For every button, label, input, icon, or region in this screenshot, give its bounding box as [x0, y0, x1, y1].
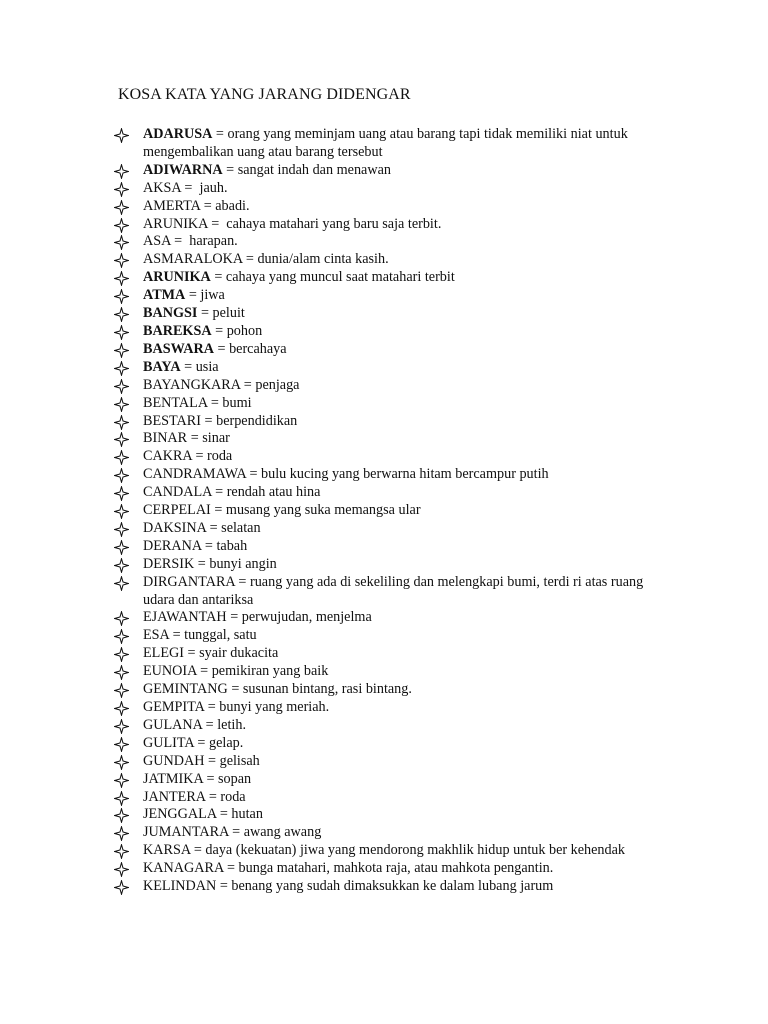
entry-separator: =	[201, 537, 217, 554]
entry-term: DIRGANTARA	[143, 573, 235, 590]
entry-separator: =	[240, 376, 256, 393]
entry-term: EUNOIA	[143, 663, 197, 680]
list-item	[0, 627, 768, 645]
list-item	[0, 771, 768, 789]
four-point-star-bullet-icon	[114, 737, 130, 753]
entry-definition: hutan	[231, 806, 263, 823]
entry-text	[143, 609, 663, 627]
entry-text	[143, 251, 663, 269]
entry-term: CERPELAI	[143, 502, 211, 519]
entry-term: KELINDAN	[143, 878, 217, 895]
entry-term: JATMIKA	[143, 770, 203, 787]
entry-definition: gelap.	[208, 734, 244, 751]
list-item	[0, 556, 768, 574]
four-point-star-bullet-icon	[114, 325, 130, 341]
entry-text	[143, 627, 663, 645]
entry-separator: =	[197, 305, 213, 322]
entry-separator: =	[234, 573, 250, 590]
entry-text	[143, 126, 663, 162]
entry-definition: roda	[207, 448, 233, 465]
entry-separator: =	[190, 842, 206, 859]
entry-term: BESTARI	[143, 412, 201, 429]
list-item	[0, 162, 768, 180]
entry-definition: benang yang sudah dimaksukkan ke dalam lubang jarum	[231, 878, 554, 895]
list-item	[0, 806, 768, 824]
list-item	[0, 216, 768, 234]
entry-term: JUMANTARA	[143, 824, 229, 841]
entry-separator: =	[200, 412, 217, 429]
entry-text	[143, 233, 663, 251]
entry-term: ASMARALOKA	[143, 251, 243, 268]
entry-separator: =	[210, 502, 226, 519]
entry-text	[143, 466, 663, 484]
list-item	[0, 233, 768, 251]
list-item	[0, 180, 768, 198]
entry-term: ELEGI	[143, 645, 184, 662]
entry-separator: =	[206, 519, 222, 536]
entry-definition: rendah atau hina	[226, 484, 321, 501]
entry-definition: awang awang	[243, 824, 322, 841]
list-item	[0, 377, 768, 395]
list-item	[0, 484, 768, 502]
four-point-star-bullet-icon	[114, 253, 130, 269]
entry-term: JENGGALA	[143, 806, 217, 823]
entry-separator: =	[187, 430, 203, 447]
entry-definition: bumi	[222, 394, 252, 411]
entry-separator: =	[211, 484, 227, 501]
entry-term: BAYA	[143, 358, 181, 375]
list-item	[0, 287, 768, 305]
entry-definition: letih.	[217, 716, 246, 733]
four-point-star-bullet-icon	[114, 755, 130, 771]
entry-definition: orang yang meminjam uang atau barang tapi tidak memiliki niat untuk mengembalikan uang atau barang tersebut	[143, 126, 628, 160]
entry-term: AMERTA	[143, 197, 201, 214]
entry-definition: tabah	[216, 537, 248, 554]
entry-definition: cahaya yang muncul saat matahari terbit	[225, 269, 455, 286]
four-point-star-bullet-icon	[114, 432, 130, 448]
four-point-star-bullet-icon	[114, 468, 130, 484]
entry-definition: cahaya matahari yang baru saja terbit.	[226, 215, 442, 232]
entry-term: BINAR	[143, 430, 188, 447]
entry-separator: =	[226, 609, 242, 626]
entry-definition: bunyi angin	[209, 555, 277, 572]
four-point-star-bullet-icon	[114, 235, 130, 251]
entry-definition: bunga matahari, mahkota raja, atau mahkota pengantin.	[238, 860, 554, 877]
list-item	[0, 305, 768, 323]
entry-definition: harapan.	[189, 233, 238, 250]
four-point-star-bullet-icon	[114, 218, 130, 234]
entry-definition: bercahaya	[229, 340, 287, 357]
entry-definition: perwujudan, menjelma	[241, 609, 372, 626]
entry-separator: =	[207, 394, 223, 411]
entry-separator: =	[211, 322, 227, 339]
entry-separator: =	[169, 627, 185, 644]
entry-definition: peluit	[212, 305, 245, 322]
four-point-star-bullet-icon	[114, 397, 130, 413]
entry-term: DERANA	[143, 537, 202, 554]
entry-text	[143, 645, 663, 663]
entry-separator: =	[193, 734, 209, 751]
list-item	[0, 824, 768, 842]
entry-text	[143, 806, 663, 824]
entry-definition: tunggal, satu	[184, 627, 257, 644]
entry-separator: =	[223, 860, 239, 877]
entry-text	[143, 520, 663, 538]
entry-separator: =	[194, 555, 210, 572]
list-item	[0, 681, 768, 699]
entry-definition: berpendidikan	[216, 412, 298, 429]
entry-term: CAKRA	[143, 448, 192, 465]
four-point-star-bullet-icon	[114, 844, 130, 860]
entry-separator: =	[213, 340, 230, 357]
entry-text	[143, 216, 663, 234]
entry-separator: =	[191, 448, 207, 465]
entry-separator: =	[205, 788, 221, 805]
entry-term: ARUNIKA	[143, 215, 208, 232]
entry-term: JANTERA	[143, 788, 206, 805]
entry-term: ARUNIKA	[143, 269, 211, 286]
entry-text	[143, 878, 663, 896]
entry-separator: =	[200, 197, 216, 214]
entry-term: GEMPITA	[143, 699, 205, 715]
list-item	[0, 323, 768, 341]
entry-definition: pohon	[226, 322, 263, 339]
entry-term: GUNDAH	[143, 752, 205, 769]
four-point-star-bullet-icon	[114, 791, 130, 807]
list-item	[0, 502, 768, 520]
list-item	[0, 878, 768, 896]
list-item	[0, 413, 768, 431]
entry-text	[143, 430, 663, 448]
four-point-star-bullet-icon	[114, 200, 130, 216]
entry-term: BENTALA	[143, 394, 208, 411]
list-item	[0, 269, 768, 287]
entry-text	[143, 323, 663, 341]
entry-definition: bunyi yang meriah.	[219, 699, 330, 715]
four-point-star-bullet-icon	[114, 576, 130, 592]
entry-text	[143, 484, 663, 502]
entry-definition: syair dukacita	[199, 645, 279, 662]
entry-term: CANDRAMAWA	[143, 466, 246, 483]
entry-separator: =	[242, 251, 258, 268]
entry-separator: =	[204, 699, 220, 715]
entry-text	[143, 377, 663, 395]
list-item	[0, 251, 768, 269]
entry-term: ADIWARNA	[143, 161, 223, 178]
four-point-star-bullet-icon	[114, 701, 130, 717]
four-point-star-bullet-icon	[114, 611, 130, 627]
entry-term: BASWARA	[143, 340, 214, 357]
entry-text	[143, 771, 663, 789]
entry-term: KARSA	[143, 842, 191, 859]
entry-separator: =	[222, 161, 238, 178]
entry-definition: jauh.	[199, 179, 228, 196]
list-item	[0, 198, 768, 216]
four-point-star-bullet-icon	[114, 182, 130, 198]
entry-separator: =	[216, 878, 232, 895]
entry-separator: =	[245, 466, 262, 483]
entry-definition: musang yang suka memangsa ular	[225, 502, 421, 519]
list-item	[0, 430, 768, 448]
four-point-star-bullet-icon	[114, 862, 130, 878]
entry-term: AKSA	[143, 179, 181, 196]
entry-definition: susunan bintang, rasi bintang.	[242, 681, 412, 698]
entry-definition: dunia/alam cinta kasih.	[257, 251, 389, 268]
entry-text	[143, 180, 663, 198]
entry-separator: =	[202, 770, 219, 787]
list-item	[0, 717, 768, 735]
list-item	[0, 789, 768, 807]
entry-term: GULANA	[143, 716, 203, 733]
list-item	[0, 520, 768, 538]
four-point-star-bullet-icon	[114, 880, 130, 896]
four-point-star-bullet-icon	[114, 558, 130, 574]
entry-definition: jiwa	[200, 287, 225, 304]
entry-text	[143, 359, 663, 377]
entry-definition: sopan	[218, 770, 252, 787]
entry-definition: roda	[220, 788, 246, 805]
entry-term: DERSIK	[143, 555, 195, 572]
entry-term: EJAWANTAH	[143, 609, 227, 626]
entry-term: ATMA	[143, 287, 186, 304]
entry-term: GULITA	[143, 734, 194, 751]
list-item	[0, 126, 768, 162]
four-point-star-bullet-icon	[114, 450, 130, 466]
entry-definition: daya (kekuatan) jiwa yang mendorong makhlik hidup untuk ber kehendak	[205, 842, 626, 859]
entry-term: ASA	[143, 233, 171, 250]
list-item	[0, 753, 768, 771]
list-item	[0, 538, 768, 556]
four-point-star-bullet-icon	[114, 540, 130, 556]
four-point-star-bullet-icon	[114, 343, 130, 359]
entry-text	[143, 287, 663, 305]
four-point-star-bullet-icon	[114, 808, 130, 824]
entry-text	[143, 717, 663, 735]
entry-text	[143, 502, 663, 520]
list-item	[0, 860, 768, 878]
entry-term: BANGSI	[143, 305, 198, 322]
entry-text	[143, 395, 663, 413]
entry-definition: abadi.	[215, 197, 250, 214]
entry-text	[143, 413, 663, 431]
entry-text	[143, 735, 663, 753]
entry-separator: =	[212, 126, 228, 142]
four-point-star-bullet-icon	[114, 826, 130, 842]
list-item	[0, 609, 768, 627]
four-point-star-bullet-icon	[114, 361, 130, 377]
four-point-star-bullet-icon	[114, 128, 130, 144]
entry-term: GEMINTANG	[143, 681, 228, 698]
entry-definition: bulu kucing yang berwarna hitam bercampur putih	[261, 466, 549, 483]
entry-separator: =	[204, 752, 220, 769]
entry-text	[143, 556, 663, 574]
four-point-star-bullet-icon	[114, 289, 130, 305]
entry-definition: selatan	[221, 519, 261, 536]
list-item	[0, 663, 768, 681]
four-point-star-bullet-icon	[114, 504, 130, 520]
entry-text	[143, 824, 663, 842]
four-point-star-bullet-icon	[114, 486, 130, 502]
entry-text	[143, 789, 663, 807]
entry-text	[143, 448, 663, 466]
list-item	[0, 466, 768, 484]
entry-separator: =	[183, 645, 200, 662]
entry-text	[143, 305, 663, 323]
list-item	[0, 645, 768, 663]
entry-separator: =	[170, 233, 190, 250]
list-item	[0, 699, 768, 717]
four-point-star-bullet-icon	[114, 773, 130, 789]
entry-text	[143, 198, 663, 216]
vocabulary-list	[0, 126, 768, 896]
page-title: KOSA KATA YANG JARANG DIDENGAR	[118, 86, 411, 103]
list-item	[0, 395, 768, 413]
entry-text	[143, 341, 663, 359]
entry-separator: =	[228, 824, 244, 841]
entry-term: KANAGARA	[143, 860, 224, 877]
entry-separator: =	[185, 287, 201, 304]
entry-separator: =	[210, 269, 226, 286]
entry-text	[143, 842, 663, 860]
list-item	[0, 448, 768, 466]
four-point-star-bullet-icon	[114, 415, 130, 431]
four-point-star-bullet-icon	[114, 307, 130, 323]
list-item	[0, 735, 768, 753]
four-point-star-bullet-icon	[114, 665, 130, 681]
entry-term: CANDALA	[143, 484, 212, 501]
four-point-star-bullet-icon	[114, 647, 130, 663]
four-point-star-bullet-icon	[114, 522, 130, 538]
list-item	[0, 842, 768, 860]
entry-term: DAKSINA	[143, 519, 207, 536]
entry-separator: =	[202, 716, 218, 733]
entry-definition: pemikiran yang baik	[211, 663, 329, 680]
entry-text	[143, 860, 663, 878]
four-point-star-bullet-icon	[114, 164, 130, 180]
entry-separator: =	[180, 179, 200, 196]
entry-text	[143, 699, 663, 717]
entry-term: BAREKSA	[143, 322, 212, 339]
entry-term: ESA	[143, 627, 170, 644]
four-point-star-bullet-icon	[114, 683, 130, 699]
entry-definition: sangat indah dan menawan	[237, 161, 391, 178]
entry-definition: sinar	[202, 430, 230, 447]
four-point-star-bullet-icon	[114, 271, 130, 287]
entry-separator: =	[196, 663, 212, 680]
list-item	[0, 574, 768, 610]
entry-text	[143, 162, 663, 180]
entry-definition: penjaga	[255, 376, 300, 393]
entry-separator: =	[207, 215, 227, 232]
four-point-star-bullet-icon	[114, 629, 130, 645]
four-point-star-bullet-icon	[114, 379, 130, 395]
entry-text	[143, 538, 663, 556]
entry-text	[143, 753, 663, 771]
entry-separator: =	[180, 358, 196, 375]
list-item	[0, 341, 768, 359]
entry-definition: ruang yang ada di sekeliling dan melengkapi bumi, terdi ri atas ruang udara dan antariksa	[143, 573, 644, 608]
entry-text	[143, 269, 663, 287]
entry-term: ADARUSA	[143, 126, 213, 142]
entry-text	[143, 681, 663, 699]
entry-separator: =	[227, 681, 243, 698]
list-item	[0, 359, 768, 377]
entry-term: BAYANGKARA	[143, 376, 241, 393]
entry-definition: usia	[195, 358, 219, 375]
entry-text	[143, 663, 663, 681]
entry-separator: =	[216, 806, 232, 823]
four-point-star-bullet-icon	[114, 719, 130, 735]
entry-definition: gelisah	[219, 752, 260, 769]
entry-text	[143, 574, 663, 610]
